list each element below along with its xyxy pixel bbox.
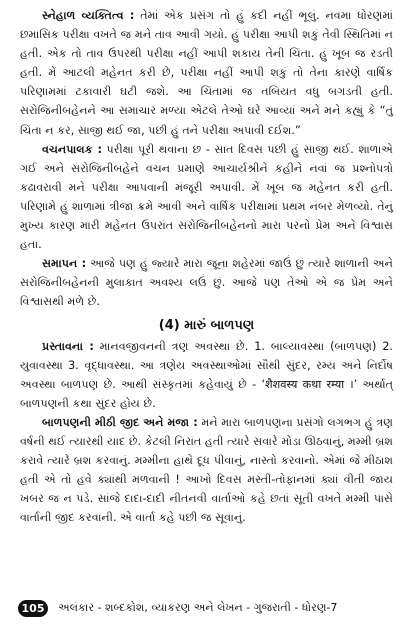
paragraph-promise-keeper	[20, 140, 393, 255]
section-title: (4) મારું બાળપણ	[158, 317, 255, 333]
paragraph-conclusion	[20, 254, 393, 311]
paragraph-lead: પ્રસ્તાવના :	[42, 339, 94, 353]
paragraph-affectionate	[20, 6, 393, 140]
paragraph-childhood-fun	[20, 413, 393, 528]
paragraph-body: મને મારા બાળપણના પ્રસંગો લગભગ હું ત્રણ વર્ષની થઈ ત્યારથી યાદ છે. કેટલી નિરાંત હતી ત્યારે સવારે મોડા ઊઠવાનું, મમ્મી બ્રશ કરાવે ત્યારે બ્રશ કરવાનું. મમ્મીના હાથે દૂધ પીવાનું, નાસ્તો કરવાનો. એમાં જે મીઠાશ હતી એ તો હવે ક્યાંથી મળવાની ! આખો દિવસ મસ્તી-તોફાનમાં ક્યાં વીતી જાય ખબર જ ન પડે. સાંજે દાદા-દાદી નીતનવી વાર્તાઓ કહે છતાં સૂતી વખતે મમ્મી પાસે વાર્તાની જીદ કરવાની. એ વાર્તા કહે પછી જ સૂવાનું.	[20, 415, 393, 525]
paragraph-body: આજે પણ હું જ્યારે મારા જૂના શહેરમાં જાઉં છું ત્યારે શાળાની અને સરોજિનીબહેનની મુલાકાત અવશ્ય લઉં છું. આજે પણ તેઓ એ જ પ્રેમ અને વિશ્વાસથી મળે છે.	[20, 257, 394, 309]
paragraph-body: પરીક્ષા પૂરી થવાના છ - સાત દિવસ પછી હું સાજી થઈ. શાળાએ ગઈ અને સરોજિનીબહેને વચન પ્રમાણે આચાર્યશ્રીને કહીને નવાં જ પ્રશ્નોપત્રો કઢાવરાવી મને પરીક્ષા આપવાની મંજૂરી અપાવી. મેં ખૂબ જ મહેનત કરી હતી. પરિણામે હું શાળામાં ત્રીજા ક્રમે આવી અને વાર્ષિક પરીક્ષામાં પ્રથમ નંબર મેળવ્યો. તેનું મુખ્ય કારણ મારી મહેનત ઉપરાંત સરોજિનીબહેનનો મારા પરનો પ્રેમ અને વિશ્વાસ હતા.	[20, 142, 393, 252]
paragraph-lead: વચનપાલક :	[42, 142, 102, 156]
page-number-badge: 105	[18, 600, 48, 617]
footer-book-title: અલંકાર - શબ્દકોશ, વ્યાકરણ અને લેખન - ગુજરાતી - ધોરણ-7	[58, 601, 338, 614]
paragraph-introduction	[20, 337, 393, 413]
paragraph-lead: સમાપન :	[42, 257, 87, 271]
paragraph-lead: સ્નેહાળ વ્યક્તિત્વ :	[42, 9, 135, 22]
paragraph-lead: બાળપણની મીઠી જીદ અને મજા :	[42, 415, 198, 429]
page-footer	[18, 599, 395, 617]
paragraph-body: માનવજીવનની ત્રણ અવસ્થા છે. 1. બાલ્યાવસ્થા (બાળપણ) 2. યુવાવસ્થા 3. વૃદ્ધાવસ્થા. આ ત્રણેય અવસ્થાઓમાં સૌથી સુંદર, રમ્ય અને નિર્દોષ અવસ્થા બાળપણ છે. આથી સંસ્કૃતમાં કહેવાયું છે - ‘शैशवस्य कथा रम्या ।’ અર્થાત્ બાળપણની કથા સુંદર હોય છે.	[20, 339, 393, 410]
paragraph-body: તેમાં એક પ્રસંગ તો હું કદી નહીં ભૂલું. નવમા ધોરણમાં છમાસિક પરીક્ષા વખતે જ મને તાવ આવી ગયો. હું પરીક્ષા આપી શકું તેવી સ્થિતિમાં ન હતી. એક તો તાવ ઉપરથી પરીક્ષા નહીં આપી શકાય તેની ચિંતા. હું ખૂબ જ રડતી હતી. મેં આટલી મહેનત કરી છે, પરીક્ષા નહીં આપી શકું તો તેના કારણે વાર્ષિક પરિણામમાં ટકાવારી ઘટી જશે. આ ચિંતામાં જ તબિયત વધુ બગડતી હતી. સરોજિનીબહેનને આ સમાચાર મળ્યા એટલે તેઓ ઘરે આવ્યાં અને મને કહ્યું કે “તું ચિંતા ન કર, સાજી થઈ જા, પછી હું તને પરીક્ષા અપાવી દઈશ.”	[20, 9, 393, 137]
